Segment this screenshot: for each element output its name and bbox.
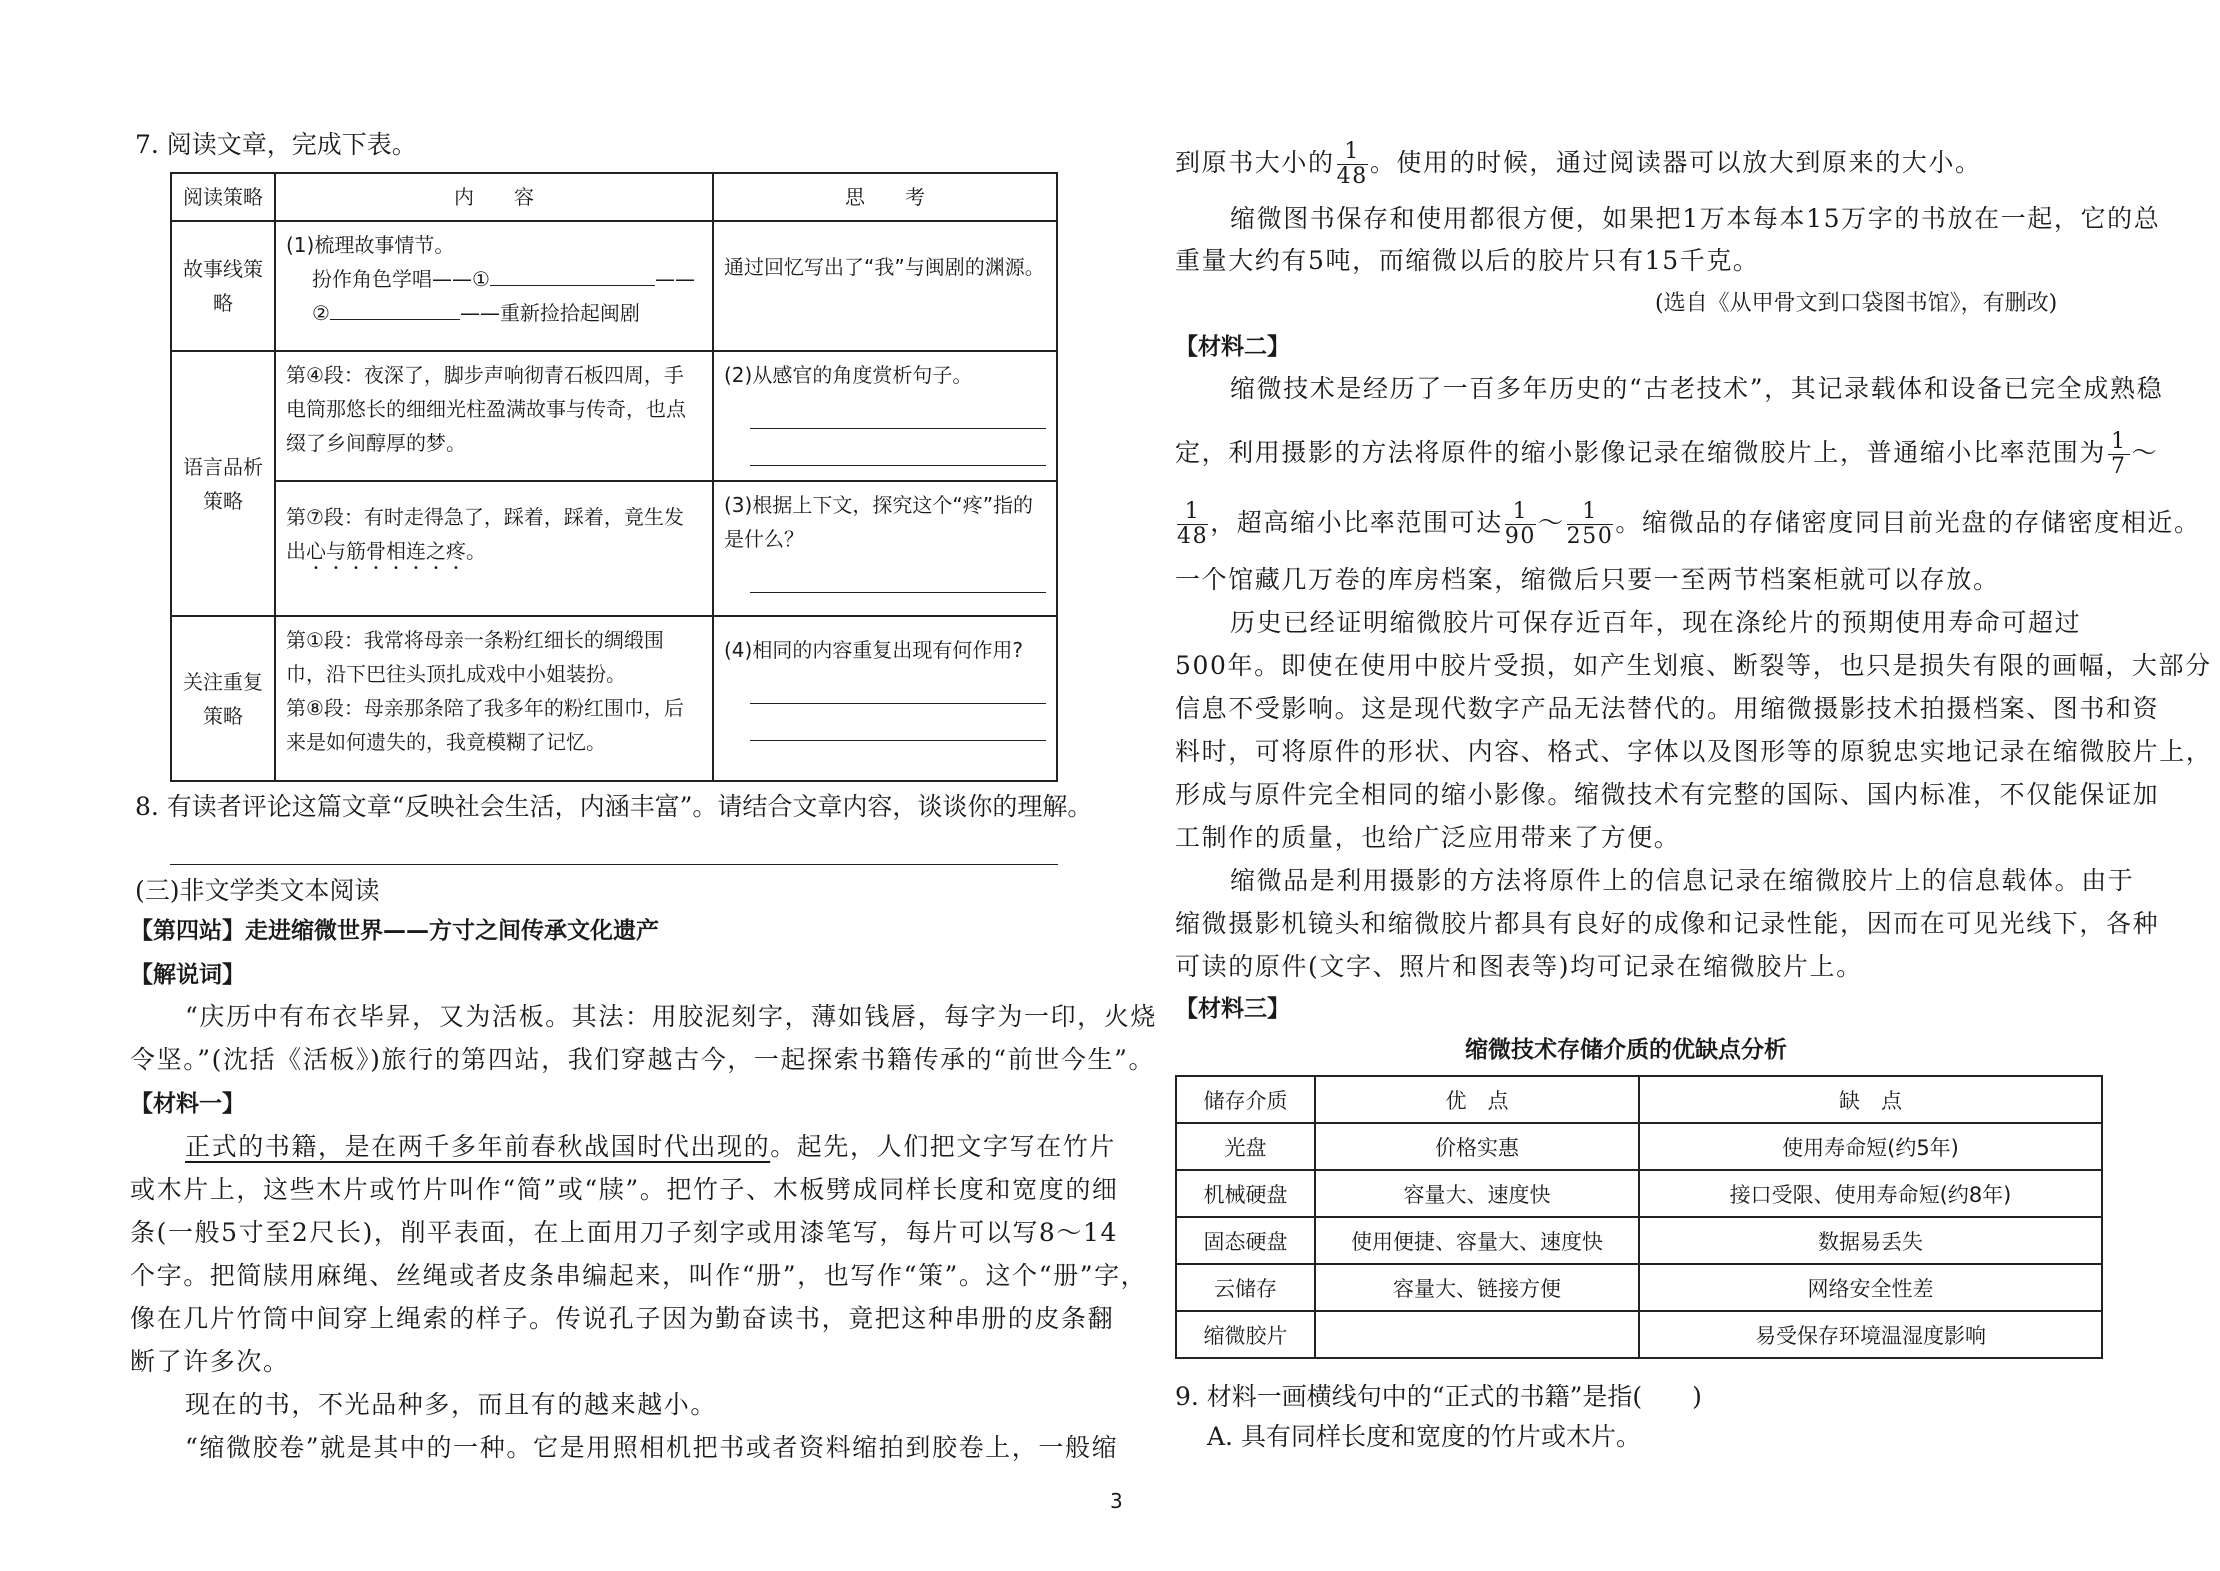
q7-text-para4: 第④段：夜深了，脚步声响彻青石板四周，手电筒那悠长的细细光柱盈满故事与传奇，也点缀了乡间醇厚的梦。 — [275, 351, 713, 481]
material-2-line-4: 一个馆藏几万卷的库房档案，缩微后只要一至两节档案柜就可以存放。 — [1175, 565, 2000, 594]
q7-think-repeat: (4)相同的内容重复出现有何作用? — [724, 638, 1023, 662]
source-note: (选自《从甲骨文到口袋图书馆》，有删改) — [1655, 291, 2058, 316]
storage-cell: 数据易丢失 — [1639, 1217, 2102, 1264]
material-2-line-13: 可读的原件(文字、照片和图表等)均可记录在缩微胶片上。 — [1175, 952, 1863, 981]
fraction-1-7-den: 7 — [2111, 454, 2127, 479]
q7-think-pain-cell — [713, 481, 1057, 616]
storage-cell: 机械硬盘 — [1176, 1170, 1315, 1217]
material-1-line-7: 现在的书，不光品种多，而且有的越来越小。 — [185, 1390, 718, 1419]
material-2-line-3-a: ，超高缩小比率范围可达 — [1210, 508, 1503, 537]
q7-cat-repeat: 关注重复策略 — [171, 616, 275, 781]
material-2-line-5: 历史已经证明缩微胶片可保存近百年，现在涤纶片的预期使用寿命可超过 — [1230, 608, 2082, 637]
q7-text-para1: 第①段：我常将母亲一条粉红细长的绸缎围巾，沿下巴往头顶扎成戏中小姐装扮。 — [286, 628, 664, 686]
storage-header-cons: 缺 点 — [1639, 1076, 2102, 1123]
q7-think-storyline: 通过回忆写出了“我”与闽剧的渊源。 — [713, 221, 1057, 351]
q7-header-row — [171, 173, 1057, 221]
q7-text-para7: 第⑦段：有时走得急了，踩着，踩着，竟生发出 — [286, 505, 684, 563]
material-3-title: 【材料三】 — [1175, 996, 1290, 1022]
material-2-line-2 — [1175, 430, 2158, 479]
q7-answer-line-3[interactable] — [750, 560, 1046, 593]
fraction-1-48-num: 1 — [1337, 140, 1368, 165]
material-1-line-4: 个字。把简牍用麻绳、丝绳或者皮条串编起来，叫作“册”，也写作“策”。这个“册”字， — [130, 1261, 1148, 1290]
fraction-1-250-den: 250 — [1566, 524, 1614, 549]
material-2-line-9: 形成与原件完全相同的缩小影像。缩微技术有完整的国际、国内标准，不仅能保证加 — [1175, 780, 2160, 809]
material-1-line-1-rest: 。起先，人们把文字写在竹片 — [770, 1132, 1117, 1161]
storage-cell: 使用便捷、容量大、速度快 — [1315, 1217, 1639, 1264]
q9-option-a[interactable]: A. 具有同样长度和宽度的竹片或木片。 — [1207, 1422, 1641, 1451]
storage-cell: 接口受限、使用寿命短(约8年) — [1639, 1170, 2102, 1217]
fraction-1-90-num: 1 — [1505, 500, 1536, 525]
jieshuo-line-2: 令坚。”(沈括《活板》)旅行的第四站，我们穿越古今，一起探索书籍传承的“前世今生”。 — [130, 1045, 1156, 1074]
q7-text-para7-dotted: 心与筋骨相连之疼。 — [306, 539, 486, 563]
fraction-1-250 — [1567, 500, 1614, 549]
storage-cell: 光盘 — [1176, 1123, 1315, 1170]
q7-think-repeat-cell — [713, 616, 1057, 781]
material-1-cont-line-3: 重量大约有5吨，而缩微以后的胶片只有15千克。 — [1175, 246, 1760, 275]
q8-answer-line[interactable] — [170, 864, 1058, 865]
fraction-1-48 — [1337, 140, 1368, 189]
material-2-line-3 — [1175, 500, 2201, 549]
fraction-1-48-den: 48 — [1336, 164, 1368, 189]
storage-cell: 容量大、链接方便 — [1315, 1264, 1639, 1311]
q7-storyline-step1-label: 扮作角色学唱——① — [312, 267, 490, 291]
fraction-1-7-num: 1 — [2108, 430, 2130, 455]
q7-blank-2[interactable] — [330, 319, 460, 320]
q9-question: 9. 材料一画横线句中的“正式的书籍”是指( ) — [1175, 1382, 1702, 1411]
material-1-line-3: 条(一般5寸至2尺长)，削平表面，在上面用刀子刻字或用漆笔写，每片可以写8～14 — [130, 1218, 1119, 1247]
fraction-1-250-num: 1 — [1567, 500, 1614, 525]
storage-row-cd — [1176, 1123, 2102, 1170]
material-2-line-12: 缩微摄影机镜头和缩微胶片都具有良好的成像和记录性能，因而在可见光线下，各种 — [1175, 909, 2160, 938]
q7-think-sense: (2)从感官的角度赏析句子。 — [724, 363, 973, 387]
jieshuo-title: 【解说词】 — [130, 962, 245, 988]
q7-header-content: 内 容 — [275, 173, 713, 221]
q7-cat-language: 语言品析策略 — [171, 351, 275, 616]
material-2-title: 【材料二】 — [1175, 334, 1290, 360]
q7-text-para8: 第⑧段：母亲那条陪了我多年的粉红围巾，后来是如何遗失的，我竟模糊了记忆。 — [286, 696, 684, 754]
storage-cell: 易受保存环境温湿度影响 — [1639, 1311, 2102, 1358]
material-1-cont-b: 。使用的时候，通过阅读器可以放大到原来的大小。 — [1369, 148, 1982, 177]
q7-cat-storyline: 故事线策略 — [171, 221, 275, 351]
tilde-1: ～ — [2131, 438, 2159, 467]
material-2-line-7: 信息不受影响。这是现代数字产品无法替代的。用缩微摄影技术拍摄档案、图书和资 — [1175, 694, 2160, 723]
material-1-line-8: “缩微胶卷”就是其中的一种。它是用照相机把书或者资料缩拍到胶卷上，一般缩 — [185, 1433, 1119, 1462]
material-3-table-title: 缩微技术存储介质的优缺点分析 — [1465, 1037, 1787, 1063]
storage-header-medium: 储存介质 — [1176, 1076, 1315, 1123]
storage-row-cloud — [1176, 1264, 2102, 1311]
q7-storyline-step2-label: ② — [312, 301, 330, 325]
q7-think-sense-cell — [713, 351, 1057, 481]
storage-row-ssd — [1176, 1217, 2102, 1264]
material-2-line-1: 缩微技术是经历了一百多年历史的“古老技术”，其记录载体和设备已完全成熟稳 — [1230, 374, 2164, 403]
material-1-line-6: 断了许多次。 — [130, 1347, 290, 1376]
storage-header-pros: 优 点 — [1315, 1076, 1639, 1123]
material-2-line-2-text: 定，利用摄影的方法将原件的缩小影像记录在缩微胶片上，普通缩小比率范围为 — [1175, 438, 2107, 467]
storage-cell-blank[interactable] — [1315, 1311, 1639, 1358]
q7-storyline-step1 — [286, 262, 702, 296]
storage-cell: 云储存 — [1176, 1264, 1315, 1311]
q7-repeat-texts — [275, 616, 713, 781]
jieshuo-line-1: “庆历中有布衣毕昇，又为活板。其法：用胶泥刻字，薄如钱唇，每字为一印，火烧 — [185, 1002, 1157, 1031]
storage-table-header — [1176, 1076, 2102, 1123]
storage-row-hdd — [1176, 1170, 2102, 1217]
fraction-1-90-den: 90 — [1504, 524, 1537, 549]
q7-answer-line-2a[interactable] — [750, 396, 1046, 429]
q7-think-pain: (3)根据上下文，探究这个“疼”指的是什么？ — [724, 493, 1034, 551]
material-1-line-2: 或木片上，这些木片或竹片叫作“简”或“牍”。把竹子、木板劈成同样长度和宽度的细 — [130, 1175, 1119, 1204]
q7-answer-line-4b[interactable] — [750, 708, 1046, 741]
storage-cell: 固态硬盘 — [1176, 1217, 1315, 1264]
storage-cell: 使用寿命短(约5年) — [1639, 1123, 2102, 1170]
q7-row-repeat — [171, 616, 1057, 781]
q7-row-language-b — [171, 481, 1057, 616]
fraction-1-48b-num: 1 — [1177, 500, 1208, 525]
q7-header-thinking: 思 考 — [713, 173, 1057, 221]
station-title: 【第四站】走进缩微世界——方寸之间传承文化遗产 — [130, 918, 659, 944]
storage-cell: 容量大、速度快 — [1315, 1170, 1639, 1217]
material-1-title: 【材料一】 — [130, 1091, 245, 1117]
material-2-line-8: 料时，可将原件的形状、内容、格式、字体以及图形等的原貌忠实地记录在缩微胶片上， — [1175, 737, 2213, 766]
q7-reading-strategy-table — [170, 172, 1058, 782]
section-title: (三)非文学类文本阅读 — [135, 876, 380, 905]
q7-answer-line-4a[interactable] — [750, 671, 1046, 704]
fraction-1-48b — [1177, 500, 1208, 549]
q7-row-language-a — [171, 351, 1057, 481]
material-1-line-1 — [185, 1130, 1116, 1164]
q7-storyline-intro: (1)梳理故事情节。 — [286, 233, 455, 257]
material-1-cont-line-2: 缩微图书保存和使用都很方便，如果把1万本每本15万字的书放在一起，它的总 — [1230, 204, 2161, 233]
storage-media-table — [1175, 1075, 2103, 1359]
material-2-line-10: 工制作的质量，也给广泛应用带来了方便。 — [1175, 823, 1681, 852]
storage-cell: 缩微胶片 — [1176, 1311, 1315, 1358]
material-1-line-5: 像在几片竹筒中间穿上绳索的样子。传说孔子因为勤奋读书，竟把这种串册的皮条翻 — [130, 1304, 1115, 1333]
q8-question: 8. 有读者评论这篇文章“反映社会生活，内涵丰富”。请结合文章内容，谈谈你的理解。 — [135, 792, 1093, 821]
material-1-cont-line-1 — [1175, 140, 1982, 189]
tilde-2: ～ — [1538, 508, 1565, 537]
q7-storyline-step1-end: —— — [654, 267, 695, 291]
q7-answer-line-2b[interactable] — [750, 433, 1046, 466]
material-2-line-6: 500年。即使在使用中胶片受损，如产生划痕、断裂等，也只是损失有限的画幅，大部分 — [1175, 651, 2212, 680]
fraction-1-90 — [1505, 500, 1536, 549]
page-number: 3 — [1110, 1489, 1123, 1513]
storage-cell: 价格实惠 — [1315, 1123, 1639, 1170]
material-1-underlined-sentence: 正式的书籍，是在两千多年前春秋战国时代出现的 — [185, 1132, 771, 1161]
q7-row-storyline — [171, 221, 1057, 351]
q7-storyline-step2-end: ——重新捡拾起闽剧 — [459, 301, 640, 325]
q7-text-para7-cell — [275, 481, 713, 616]
q7-title: 7. 阅读文章，完成下表。 — [135, 130, 417, 159]
q7-storyline-step2 — [286, 296, 702, 330]
fraction-1-7 — [2108, 430, 2130, 479]
q7-header-strategy: 阅读策略 — [171, 173, 275, 221]
storage-cell: 网络安全性差 — [1639, 1264, 2102, 1311]
fraction-1-48b-den: 48 — [1177, 524, 1209, 549]
material-2-line-3-b: 。缩微品的存储密度同目前光盘的存储密度相近。 — [1615, 508, 2201, 537]
storage-row-microfilm — [1176, 1311, 2102, 1358]
q7-content-storyline — [275, 221, 713, 351]
q7-blank-1[interactable] — [490, 285, 655, 286]
material-2-line-11: 缩微品是利用摄影的方法将原件上的信息记录在缩微胶片上的信息载体。由于 — [1230, 866, 2135, 895]
material-1-cont-a: 到原书大小的 — [1175, 148, 1335, 177]
